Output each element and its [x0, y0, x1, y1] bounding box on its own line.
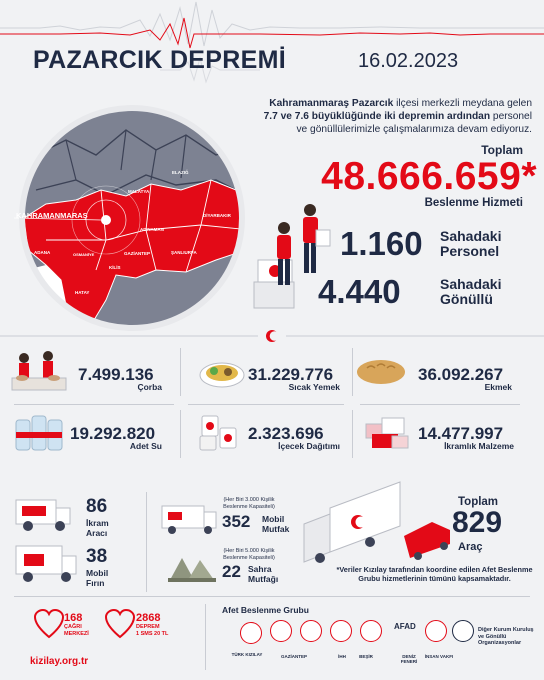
field-kitchen-label: Sahra Mutfağı	[248, 564, 279, 584]
grid-hdivider	[188, 404, 344, 405]
grid-divider	[352, 348, 353, 396]
vehicles-total-label: Toplam	[458, 496, 499, 508]
ihh-logo-label: İHH	[338, 654, 346, 659]
total-meals-label: Beslenme Hizmeti	[424, 197, 523, 209]
catering-vehicle-icon	[14, 490, 74, 534]
catering-vehicle-value: 86	[86, 496, 108, 517]
map-label-kilis: KİLİS	[109, 265, 121, 270]
drinks-label: İçecek Dağıtımı	[278, 441, 340, 451]
catering-vehicle-label: İkram Aracı	[86, 518, 109, 538]
grid-divider	[180, 348, 181, 396]
bread-icon	[355, 356, 407, 386]
field-kitchen-icon	[166, 550, 218, 586]
map-label-kahramanmaras: KAHRAMANMARAŞ	[16, 211, 88, 220]
footer-divider	[205, 604, 206, 670]
footer-top-divider	[14, 596, 530, 597]
page-date: 16.02.2023	[358, 50, 459, 72]
partner-logo-icon	[425, 620, 447, 642]
water-label: Adet Su	[129, 441, 162, 451]
grid-divider	[352, 410, 353, 458]
soup-icon	[10, 350, 68, 392]
total-label: Toplam	[481, 143, 523, 157]
mobile-kitchen-value: 352	[222, 512, 251, 531]
grid-hdivider	[14, 404, 174, 405]
treats-value: 14.477.997	[418, 424, 504, 443]
map-label-diyarbakir: DİYARBAKIR	[203, 213, 231, 218]
intro-text: Kahramanmaraş Pazarcık ilçesi merkezli meydana gelen 7.7 ve 7.6 büyüklüğünde iki depremin ardından personel ve gönüllülerimizle çalışmalarımıza devam ediyoruz.	[263, 98, 532, 135]
kizilay-logo-icon	[240, 622, 262, 644]
drinks-value: 2.323.696	[248, 424, 324, 443]
partner-logo-icon	[330, 620, 352, 642]
mobile-oven-value: 38	[86, 546, 108, 567]
hot-meal-value: 31.229.776	[248, 365, 334, 384]
field-kitchen-note: (Her Biri 5.000 Kişilik Beslenme Kapasiteli)	[223, 548, 275, 561]
partner-logo-icon	[360, 620, 382, 642]
other-organizations: Diğer Kurum Kuruluş ve Gönüllü Organizasyonlar	[478, 627, 534, 646]
partner-logo-icon	[452, 620, 474, 642]
map-label-malatya: MALATYA	[128, 189, 150, 194]
staff-label: Sahadaki Personel	[440, 228, 502, 259]
grid-hdivider	[360, 404, 520, 405]
mobile-oven-icon	[14, 540, 78, 584]
water-value: 19.292.820	[70, 424, 156, 443]
map-label-adiyaman: ADIYAMAN	[140, 227, 164, 232]
soup-label: Çorba	[137, 382, 162, 392]
vehicles-total-unit: Araç	[458, 541, 483, 553]
hot-meal-icon	[198, 355, 246, 391]
hot-meal-label: Sıcak Yemek	[288, 382, 340, 392]
total-meals-value: 48.666.659*	[321, 155, 537, 198]
map-label-sanliurfa: ŞANLIURFA	[171, 250, 197, 255]
staff-value: 1.160	[340, 225, 423, 262]
call-center-heart-icon	[33, 609, 65, 639]
map-label-hatay: HATAY	[75, 290, 90, 295]
mobile-kitchen-icon	[160, 500, 218, 536]
treats-icon	[362, 414, 412, 452]
mobile-kitchen-label: Mobil Mutfak	[262, 514, 290, 534]
partner-logo-icon	[270, 620, 292, 642]
field-kitchen-value: 22	[222, 562, 241, 581]
bread-value: 36.092.267	[418, 365, 504, 384]
insan-vakfi-logo-label: İNSAN VAKFI	[424, 654, 454, 659]
partner-logo-icon	[300, 620, 322, 642]
sms-heart-icon	[104, 609, 136, 639]
mobile-oven-label: Mobil Fırın	[86, 568, 109, 588]
grid-divider	[180, 410, 181, 458]
besir-logo-label: BEŞİR	[359, 654, 373, 659]
truck-fleet-icon	[300, 478, 460, 564]
sms-donation-badge[interactable]: 2868 DEPREM 1 SMS 20 TL	[136, 612, 169, 637]
section-divider	[146, 492, 147, 592]
water-bottles-icon	[12, 410, 66, 452]
kizilay-logo-label: TÜRK KIZILAY	[231, 652, 263, 657]
mobile-kitchen-note: (Her Biri 3.000 Kişilik Beslenme Kapasiteli)	[223, 497, 275, 510]
map-label-osmaniye: OSMANİYE	[73, 252, 95, 257]
map-label-adana: ADANA	[34, 250, 51, 255]
volunteer-label: Sahadaki Gönüllü	[440, 276, 502, 307]
earthquake-map	[6, 100, 268, 332]
treats-label: İkramlık Malzeme	[444, 441, 514, 451]
vehicles-total-value: 829	[452, 506, 503, 539]
website-link[interactable]: kizilay.org.tr	[30, 656, 89, 667]
soup-value: 7.499.136	[78, 365, 154, 384]
volunteer-value: 4.440	[318, 273, 401, 310]
map-label-gaziantep: GAZİANTEP	[124, 251, 151, 256]
group-title: Afet Beslenme Grubu	[222, 605, 309, 615]
bread-label: Ekmek	[484, 382, 512, 392]
gaziantep-logo-label: GAZİANTEP	[280, 654, 307, 659]
map-label-elazig: ELAZIĞ	[172, 170, 189, 175]
deniz-feneri-logo-label: DENİZ FENERİ	[400, 654, 418, 664]
crescent-divider	[0, 330, 544, 342]
footnote: *Veriler Kızılay tarafından koordine edilen Afet Beslenme Grubu hizmetlerinin tümünü kapsamaktadır.	[336, 565, 533, 583]
afad-logo: AFAD	[394, 622, 416, 631]
drinks-icon	[198, 412, 242, 452]
page-title: PAZARCIK DEPREMİ	[33, 46, 286, 74]
call-center-badge[interactable]: 168 ÇAĞRI MERKEZİ	[64, 612, 89, 637]
